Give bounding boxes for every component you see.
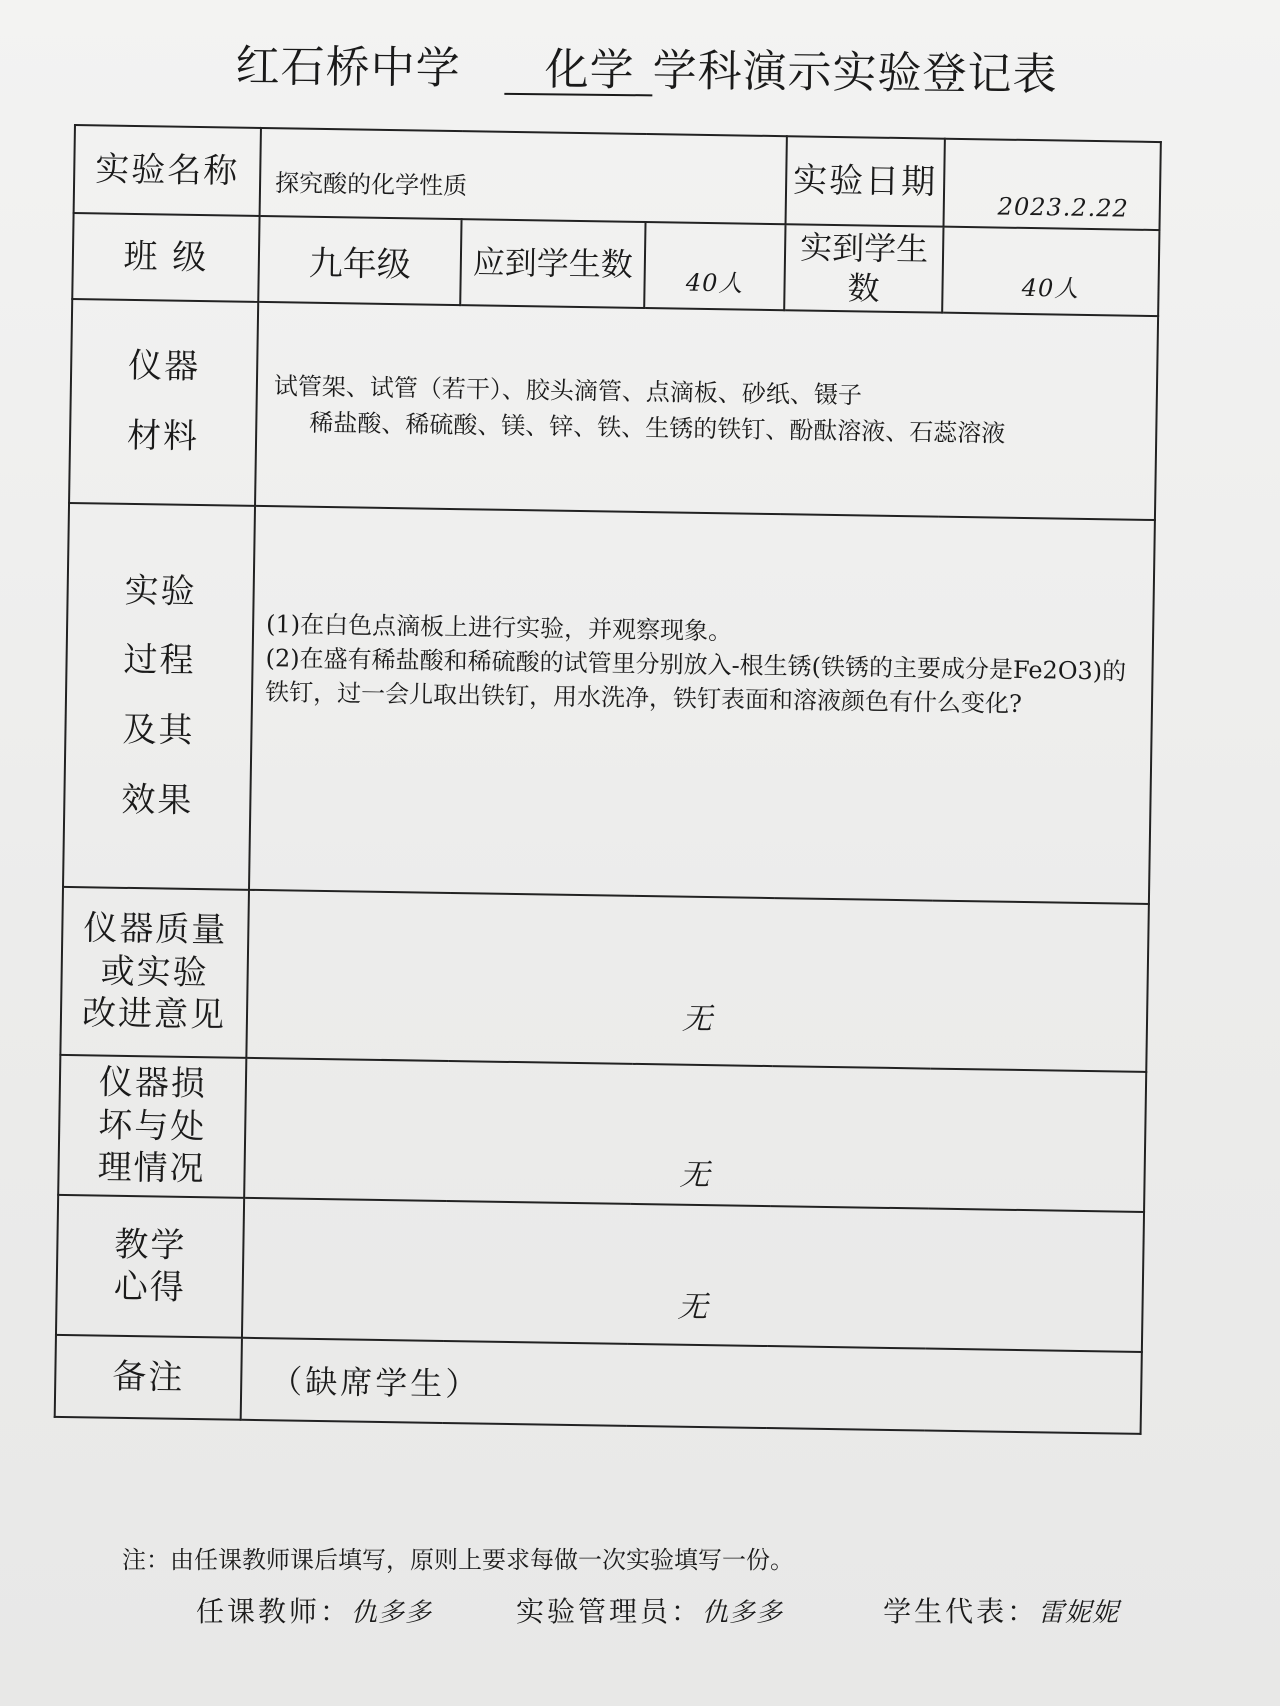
- reflection-value: 无: [242, 1198, 1144, 1352]
- process-label-line4: 效果: [121, 779, 194, 821]
- process-step2: (2)在盛有稀盐酸和稀硫酸的试管里分别放入-根生锈(铁锈的主要成分是Fe2O3)的铁钉，过一会儿取出铁钉，用水洗净，铁钉表面和溶液颜色有什么变化?: [264, 644, 1127, 718]
- damage-label-line1: 仪器损: [98, 1062, 208, 1105]
- teacher-label: 任课教师：: [196, 1595, 352, 1628]
- remarks-value: （缺席学生）: [241, 1338, 1142, 1434]
- equipment-label-line2: 材料: [126, 415, 200, 458]
- experiment-date-cell: [944, 139, 1161, 230]
- expected-students-value: 40人: [685, 268, 744, 298]
- equipment-label: [69, 299, 258, 506]
- quality-label-line3: 改进意见: [81, 993, 227, 1036]
- footer-note: 注：由任课教师课后填写，原则上要求每做一次实验填写一份。: [122, 1546, 794, 1574]
- experiment-date-value: 2023.2.22: [997, 192, 1130, 223]
- lab-manager-signature: 仇多多: [702, 1598, 784, 1628]
- process-label-line1: 实验: [124, 570, 197, 612]
- equipment-line1: 试管架、试管（若干）、胶头滴管、点滴板、砂纸、镊子: [273, 372, 863, 410]
- form-title: [235, 30, 1058, 103]
- student-rep-signature: 雷妮妮: [1038, 1598, 1120, 1628]
- damage-label-line2: 坏与处: [97, 1105, 207, 1147]
- reflection-label-line2: 心得: [113, 1266, 187, 1308]
- reflection-label: [56, 1195, 244, 1338]
- damage-value: 无: [244, 1058, 1146, 1212]
- expected-students-cell: [644, 222, 785, 310]
- school-name: 红石桥中学: [235, 40, 461, 95]
- process-label: [63, 503, 255, 890]
- row-experiment-name: [74, 125, 1161, 230]
- equipment-value: [255, 302, 1158, 520]
- expected-students-label: 应到学生数: [460, 219, 645, 308]
- process-step1: (1)在白色点滴板上进行实验，并观察现象。: [265, 610, 733, 646]
- experiment-date-label: 实验日期: [786, 136, 945, 226]
- actual-students-label: 实到学生数: [784, 224, 943, 312]
- quality-label-line1: 仪器质量: [83, 908, 228, 951]
- row-damage: [58, 1055, 1146, 1212]
- row-equipment: [69, 299, 1158, 520]
- reflection-label-line1: 教学: [114, 1224, 187, 1266]
- row-quality: [60, 887, 1149, 1072]
- signature-line: [196, 1590, 1119, 1630]
- registration-table: [54, 124, 1162, 1435]
- class-value: 九年级: [258, 216, 461, 305]
- registration-table-wrap: [54, 124, 1160, 1435]
- equipment-label-line1: 仪器: [127, 346, 201, 388]
- teacher-signature: 仇多多: [351, 1598, 433, 1628]
- actual-students-value: 40人: [1021, 273, 1080, 303]
- class-label: 班 级: [72, 213, 259, 302]
- quality-value: 无: [246, 890, 1149, 1072]
- damage-label-line3: 理情况: [97, 1147, 206, 1190]
- lab-manager-label: 实验管理员：: [516, 1595, 703, 1628]
- row-reflection: [56, 1195, 1144, 1352]
- equipment-line2: 稀盐酸、稀硫酸、镁、锌、铁、生锈的铁钉、酚酞溶液、石蕊溶液: [309, 408, 1006, 448]
- remarks-label: 备注: [55, 1335, 242, 1420]
- process-label-line2: 过程: [123, 640, 196, 682]
- row-remarks: [55, 1335, 1142, 1434]
- quality-label-line2: 或实验: [100, 951, 209, 993]
- subject-name: 化学: [504, 47, 652, 97]
- row-process: [63, 503, 1155, 904]
- process-label-line3: 及其: [122, 709, 195, 751]
- process-value: [249, 506, 1155, 904]
- actual-students-cell: [942, 227, 1159, 316]
- form-title-text: 学科演示实验登记表: [652, 45, 1058, 101]
- experiment-name-value: 探究酸的化学性质: [260, 128, 787, 224]
- student-rep-label: 学生代表：: [883, 1595, 1039, 1628]
- quality-label: [60, 887, 249, 1058]
- experiment-name-label: 实验名称: [74, 125, 261, 216]
- damage-label: [58, 1055, 246, 1198]
